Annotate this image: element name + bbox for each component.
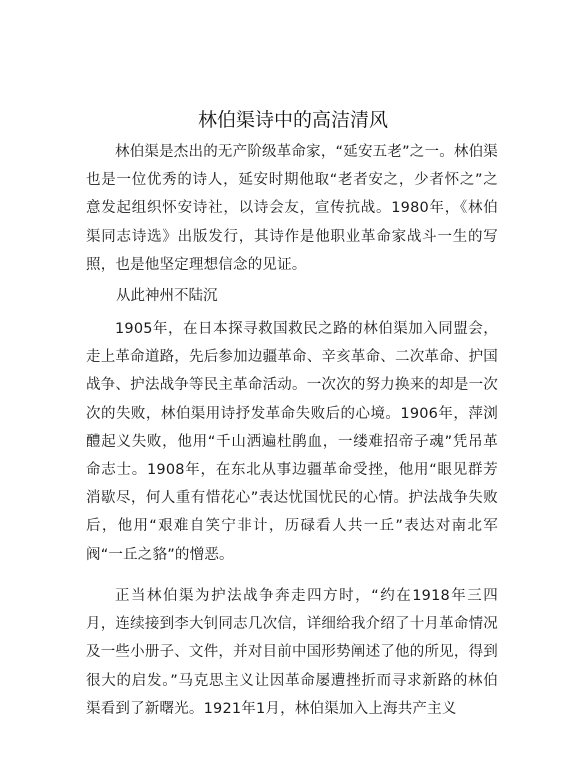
section-heading: 从此神州不陆沉 [116,288,218,304]
paragraph-intro: 林伯渠是杰出的无产阶级革命家，“延安五老”之一。林伯渠也是一位优秀的诗人，延安时期他取“老者安之，少者怀之”之意发起组织怀安诗社，以诗会友，宣传抗战。1980年，《林伯渠同志诗选》出版发行，其诗作是他职业革命家战斗一生的写照，也是他坚定理想信念的见证。 [86,144,498,273]
paragraph-history: 1905年，在日本探寻救国救民之路的林伯渠加入同盟会，走上革命道路，先后参加边疆革命、辛亥革命、二次革命、护国战争、护法战争等民主革命活动。一次次的努力换来的却是一次次的失败，林伯渠用诗抒发革命失败后的心境。1906年，萍浏醴起义失败，他用“千山洒遍杜鹃血，一缕难招帝子魂”凭吊革命志士。1908年，在东北从事边疆革命受挫，他用“眼见群芳消歇尽，何人重有惜花心”表达忧国忧民的心情。护法战争失败后，他用“艰难自笑宁非计，历碌看人共一丘”表达对南北军阀“一丘之貉”的憎恶。 [86,321,498,563]
paragraph-marxism: 正当林伯渠为护法战争奔走四方时，“约在1918年三四月，连续接到李大钊同志几次信，详细给我介绍了十月革命情况及一些小册子、文件，并对目前中国形势阐述了他的所见，得到很大的启发。”马克思主义让因革命屡遭挫折而寻求新路的林伯渠看到了新曙光。1921年1月，林伯渠加入上海共产主义 [86,588,498,717]
article-title: 林伯渠诗中的高洁清风 [197,109,388,131]
